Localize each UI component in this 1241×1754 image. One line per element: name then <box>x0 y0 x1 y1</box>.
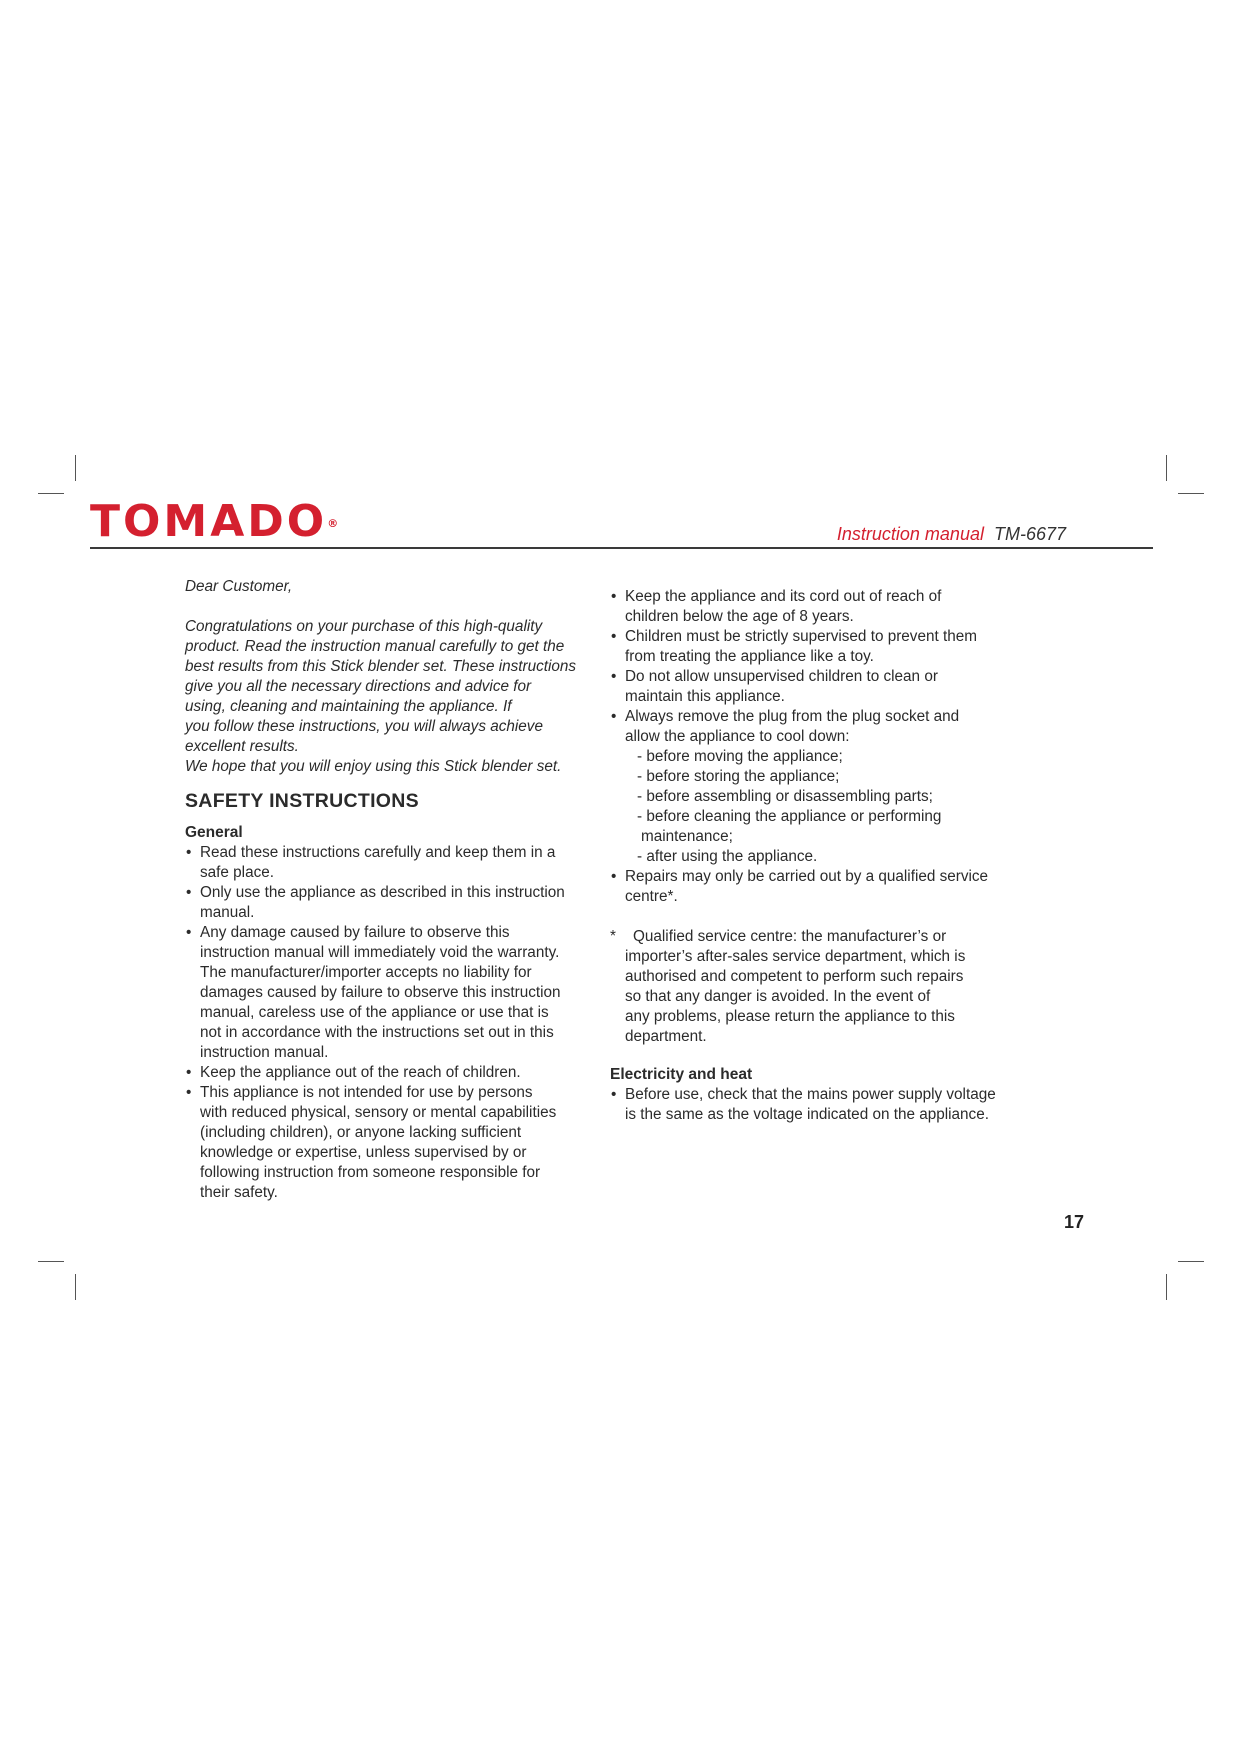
registered-mark: ® <box>327 517 339 530</box>
bullet-line: allow the appliance to cool down: <box>625 728 850 745</box>
crop-mark-top-right-horizontal <box>1178 493 1204 494</box>
bullet-item <box>610 1085 1030 1125</box>
brand-logo <box>90 496 339 547</box>
left-column <box>185 577 605 1203</box>
general-bullet-list <box>185 843 605 1203</box>
bullet-item <box>610 587 1030 627</box>
bullet-line: children below the age of 8 years. <box>625 608 854 625</box>
bullet-item <box>610 627 1030 667</box>
bullet-line: • This appliance is not intended for use by persons <box>200 1084 533 1101</box>
safety-bullet-list <box>610 587 1030 907</box>
page-number: 17 <box>1064 1212 1085 1232</box>
manual-label: Instruction manual <box>836 524 984 544</box>
crop-mark-bottom-right-vertical <box>1166 1274 1167 1300</box>
crop-mark-bottom-left-horizontal <box>38 1261 64 1262</box>
bullet-item <box>185 843 605 883</box>
model-number: TM-6677 <box>993 524 1066 544</box>
bullet-line: following instruction from someone responsible for <box>200 1164 541 1181</box>
footnote-line: department. <box>625 1028 707 1045</box>
bullet-line: is the same as the voltage indicated on the appliance. <box>625 1106 989 1123</box>
greeting: Dear Customer, <box>185 578 293 595</box>
intro-line: Congratulations on your purchase of this high-quality <box>185 618 543 635</box>
bullet-item <box>610 707 1030 867</box>
intro-line: product. Read the instruction manual carefully to get the <box>185 638 565 655</box>
bullet-line: • Before use, check that the mains power supply voltage <box>625 1086 996 1103</box>
sub-item: - after using the appliance. <box>637 848 818 865</box>
crop-mark-top-right-vertical <box>1166 455 1167 481</box>
manual-header <box>837 524 1066 544</box>
bullet-line: instruction manual. <box>200 1044 329 1061</box>
sub-item: - before cleaning the appliance or performing <box>637 808 942 825</box>
subheading-general: General <box>185 824 243 841</box>
intro-line: best results from this Stick blender set. These instructions <box>185 658 577 675</box>
electricity-section <box>610 1065 1030 1125</box>
bullet-line: not in accordance with the instructions set out in this <box>200 1024 554 1041</box>
bullet-line: maintain this appliance. <box>625 688 785 705</box>
cool-down-sub-list <box>625 747 1030 867</box>
bullet-line: from treating the appliance like a toy. <box>625 648 874 665</box>
bullet-line: manual, careless use of the appliance or use that is <box>200 1004 549 1021</box>
sub-item: - before storing the appliance; <box>637 768 840 785</box>
bullet-line: • Always remove the plug from the plug socket and <box>625 708 960 725</box>
bullet-line: damages caused by failure to observe this instruction <box>200 984 561 1001</box>
intro-line: give you all the necessary directions and advice for <box>185 678 532 695</box>
footnote-marker: * <box>610 928 616 945</box>
bullet-line: • Children must be strictly supervised to prevent them <box>625 628 977 645</box>
bullet-line: • Keep the appliance out of the reach of children. <box>200 1064 521 1081</box>
sub-item: maintenance; <box>641 828 733 845</box>
bullet-line: their safety. <box>200 1184 278 1201</box>
crop-mark-top-left-vertical <box>75 455 76 481</box>
intro-section <box>185 577 605 777</box>
bullet-item <box>610 667 1030 707</box>
subheading-electricity: Electricity and heat <box>610 1066 753 1083</box>
bullet-line: (including children), or anyone lacking sufficient <box>200 1124 522 1141</box>
footnote-line: authorised and competent to perform such repairs <box>625 968 964 985</box>
header-divider <box>90 547 1153 549</box>
section-title: SAFETY INSTRUCTIONS <box>185 790 419 812</box>
footnote-line: Qualified service centre: the manufacturer’s or <box>633 928 947 945</box>
brand-logo-text: TOMADO <box>90 496 328 547</box>
bullet-line: centre*. <box>625 888 678 905</box>
bullet-line: • Read these instructions carefully and keep them in a <box>200 844 556 861</box>
electricity-bullet-list <box>610 1085 1030 1125</box>
bullet-line: • Keep the appliance and its cord out of reach of <box>625 588 942 605</box>
intro-line: you follow these instructions, you will always achieve <box>185 718 543 735</box>
bullet-line: • Only use the appliance as described in this instruction <box>200 884 565 901</box>
bullet-item <box>610 867 1030 907</box>
crop-mark-bottom-left-vertical <box>75 1274 76 1300</box>
crop-mark-bottom-right-horizontal <box>1178 1261 1204 1262</box>
bullet-line: instruction manual will immediately void the warranty. <box>200 944 560 961</box>
intro-line: We hope that you will enjoy using this Stick blender set. <box>185 758 562 775</box>
intro-line: excellent results. <box>185 738 299 755</box>
sub-item: - before moving the appliance; <box>637 748 843 765</box>
footnote <box>610 927 1030 1047</box>
intro-line: using, cleaning and maintaining the appliance. If <box>185 698 512 715</box>
bullet-line: knowledge or expertise, unless supervised by or <box>200 1144 527 1161</box>
footnote-line: any problems, please return the appliance to this <box>625 1008 955 1025</box>
bullet-item <box>185 1083 605 1203</box>
right-column <box>610 587 1030 1125</box>
crop-mark-top-left-horizontal <box>38 493 64 494</box>
bullet-item <box>185 1063 605 1083</box>
bullet-line: with reduced physical, sensory or mental capabilities <box>200 1104 557 1121</box>
bullet-line: • Do not allow unsupervised children to clean or <box>625 668 938 685</box>
bullet-line: safe place. <box>200 864 274 881</box>
bullet-line: manual. <box>200 904 255 921</box>
sub-item: - before assembling or disassembling parts; <box>637 788 933 805</box>
bullet-line: The manufacturer/importer accepts no liability for <box>200 964 532 981</box>
bullet-item <box>185 883 605 923</box>
footnote-line: so that any danger is avoided. In the event of <box>625 988 931 1005</box>
bullet-line: • Any damage caused by failure to observe this <box>200 924 510 941</box>
footnote-line: importer’s after-sales service department, which is <box>625 948 966 965</box>
bullet-item <box>185 923 605 1063</box>
bullet-line: • Repairs may only be carried out by a qualified service <box>625 868 989 885</box>
